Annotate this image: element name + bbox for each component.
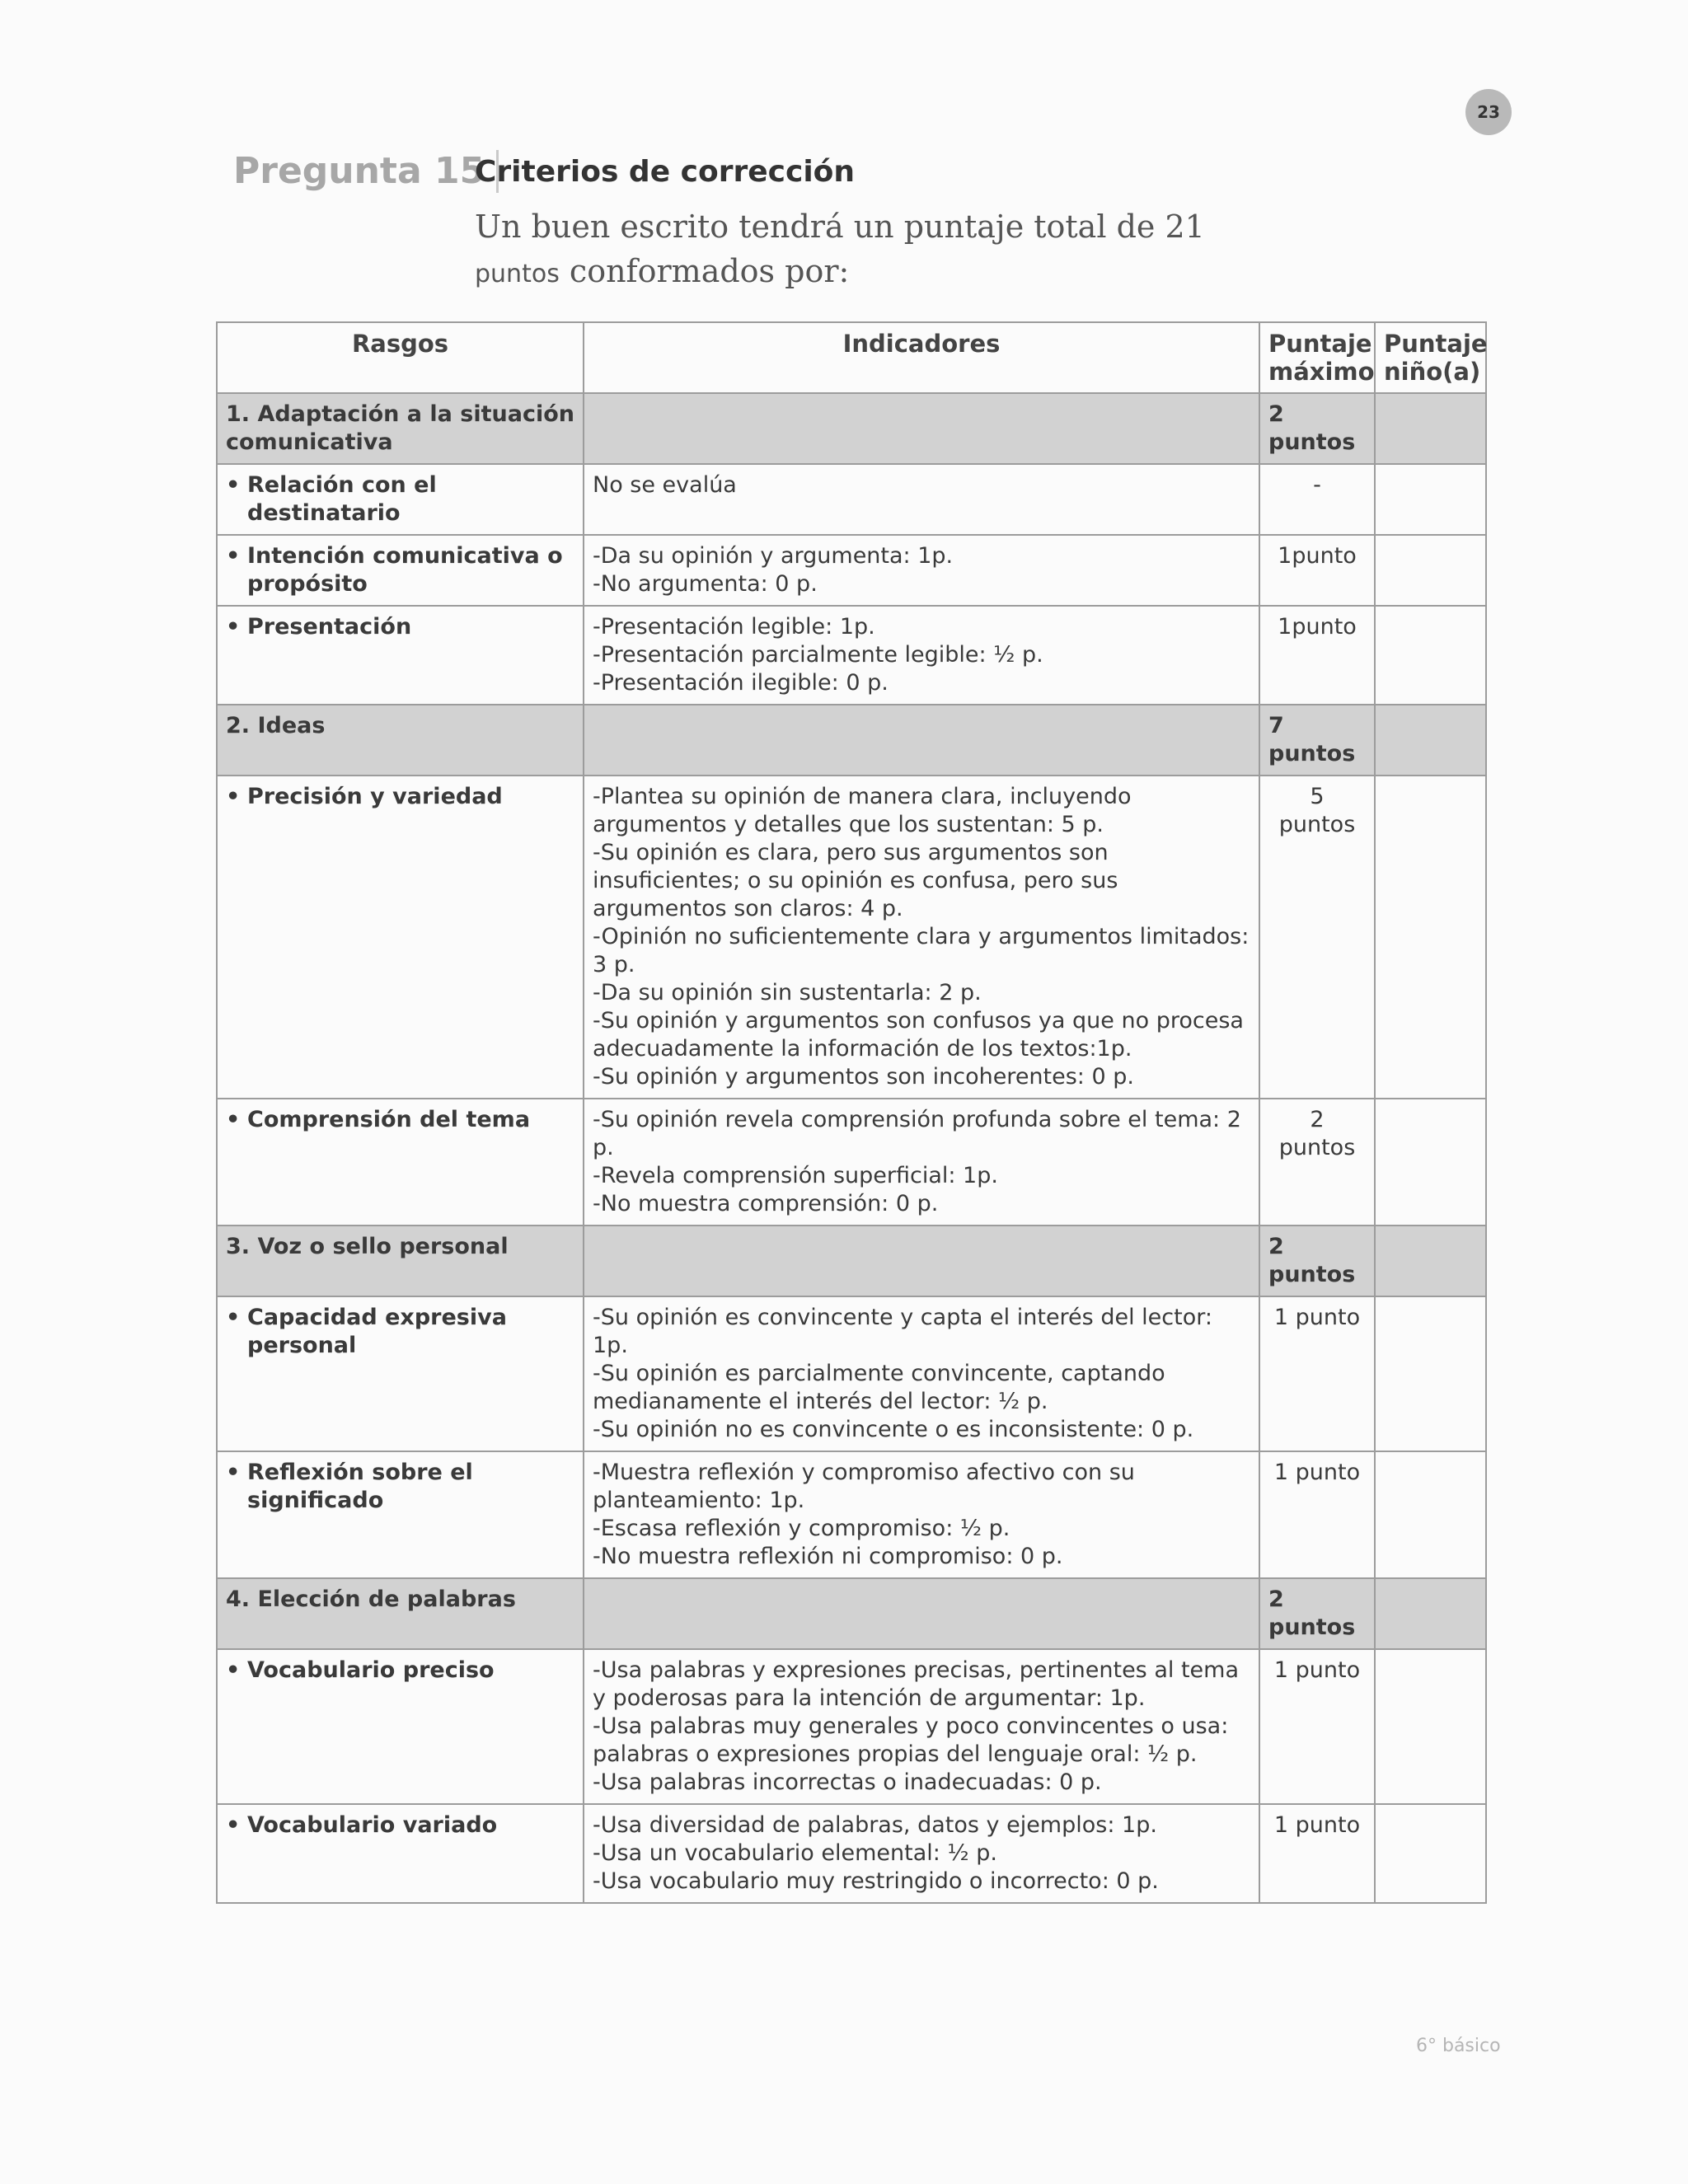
trait bbox=[226, 542, 574, 598]
trait-cell bbox=[217, 1804, 584, 1903]
indicator-line: -Su opinión y argumentos son incoherentes: 0 p. bbox=[593, 1064, 1134, 1090]
bullet: • bbox=[226, 784, 241, 809]
trait-cell bbox=[217, 464, 584, 535]
section-points: 7 puntos bbox=[1259, 705, 1375, 776]
max-score-cell: 1 punto bbox=[1259, 1804, 1375, 1903]
section-child-score-empty bbox=[1375, 1578, 1486, 1649]
bullet: • bbox=[226, 1107, 241, 1132]
trait bbox=[226, 471, 574, 527]
indicator-line: -Usa palabras y expresiones precisas, pertinentes al tema y poderosas para la intención de argumentar: 1p. bbox=[593, 1657, 1240, 1711]
max-score-cell: 1punto bbox=[1259, 535, 1375, 606]
child-score-cell bbox=[1375, 776, 1486, 1099]
header-rasgos: Rasgos bbox=[217, 322, 584, 393]
trait-cell bbox=[217, 776, 584, 1099]
trait-label: Comprensión del tema bbox=[247, 1107, 531, 1132]
section-child-score-empty bbox=[1375, 393, 1486, 464]
child-score-cell bbox=[1375, 535, 1486, 606]
indicator-line: -No muestra reflexión ni compromiso: 0 p. bbox=[593, 1544, 1063, 1569]
indicators-cell bbox=[584, 535, 1259, 606]
footer-grade: 6° básico bbox=[1416, 2036, 1501, 2056]
bullet: • bbox=[226, 472, 241, 498]
indicator-line: -Plantea su opinión de manera clara, incluyendo argumentos y detalles que los sustentan: 5 p. bbox=[593, 784, 1132, 837]
trait-cell bbox=[217, 1451, 584, 1578]
section-row bbox=[217, 1226, 1486, 1296]
trait bbox=[226, 613, 574, 641]
section-points: 2 puntos bbox=[1259, 1578, 1375, 1649]
indicator-line: -Da su opinión y argumenta: 1p. bbox=[593, 543, 954, 569]
max-score-cell: 1 punto bbox=[1259, 1296, 1375, 1451]
trait bbox=[226, 1304, 574, 1360]
intro-line: Un buen escrito tendrá un puntaje total de 21 bbox=[475, 209, 1205, 245]
indicator-line: No se evalúa bbox=[593, 472, 737, 498]
max-score-cell: 1 punto bbox=[1259, 1451, 1375, 1578]
section-row bbox=[217, 1578, 1486, 1649]
indicator-line: -Su opinión es parcialmente convincente, captando medianamente el interés del lector: ½ p. bbox=[593, 1361, 1165, 1414]
section-row bbox=[217, 705, 1486, 776]
trait-cell bbox=[217, 1099, 584, 1226]
indicator-line: -Usa diversidad de palabras, datos y ejemplos: 1p. bbox=[593, 1812, 1157, 1838]
max-score-cell: 1 punto bbox=[1259, 1649, 1375, 1804]
section-title: 4. Elección de palabras bbox=[217, 1578, 584, 1649]
indicator-line: -Usa vocabulario muy restringido o incorrecto: 0 p. bbox=[593, 1868, 1159, 1894]
rubric-table bbox=[216, 321, 1487, 1904]
indicator-line: -Da su opinión sin sustentarla: 2 p. bbox=[593, 980, 982, 1005]
trait bbox=[226, 1459, 574, 1515]
section-points: 2 puntos bbox=[1259, 393, 1375, 464]
section-indicators-empty bbox=[584, 1578, 1259, 1649]
trait-label: Intención comunicativa o propósito bbox=[247, 543, 563, 597]
indicator-line: -Revela comprensión superficial: 1p. bbox=[593, 1163, 998, 1188]
table-row bbox=[217, 1296, 1486, 1451]
bullet: • bbox=[226, 1812, 241, 1838]
indicators-cell bbox=[584, 606, 1259, 705]
indicator-line: -Usa palabras incorrectas o inadecuadas: 0 p. bbox=[593, 1769, 1102, 1795]
indicators-cell bbox=[584, 1099, 1259, 1226]
indicator-line: -Presentación legible: 1p. bbox=[593, 614, 875, 640]
child-score-cell bbox=[1375, 1296, 1486, 1451]
trait-label: Vocabulario preciso bbox=[247, 1657, 495, 1683]
trait bbox=[226, 1657, 574, 1685]
trait-label: Precisión y variedad bbox=[247, 784, 503, 809]
indicator-line: -Su opinión no es convincente o es inconsistente: 0 p. bbox=[593, 1417, 1194, 1442]
trait bbox=[226, 1811, 574, 1840]
indicator-line: -Usa palabras muy generales y poco convincentes o usa: palabras o expresiones propias del lenguaje oral: ½ p. bbox=[593, 1713, 1229, 1767]
bullet: • bbox=[226, 1657, 241, 1683]
indicator-line: -Presentación parcialmente legible: ½ p. bbox=[593, 642, 1043, 668]
indicators-cell bbox=[584, 1451, 1259, 1578]
child-score-cell bbox=[1375, 464, 1486, 535]
indicator-line: -Escasa reflexión y compromiso: ½ p. bbox=[593, 1516, 1010, 1541]
max-score-cell: 2 puntos bbox=[1259, 1099, 1375, 1226]
child-score-cell bbox=[1375, 1804, 1486, 1903]
indicator-line: -Muestra reflexión y compromiso afectivo con su planteamiento: 1p. bbox=[593, 1460, 1135, 1513]
indicator-line: -Su opinión es convincente y capta el interés del lector: 1p. bbox=[593, 1305, 1212, 1358]
table-row bbox=[217, 606, 1486, 705]
trait-cell bbox=[217, 606, 584, 705]
max-score-cell: - bbox=[1259, 464, 1375, 535]
max-score-cell: 1punto bbox=[1259, 606, 1375, 705]
section-child-score-empty bbox=[1375, 1226, 1486, 1296]
section-indicators-empty bbox=[584, 393, 1259, 464]
indicator-line: -Su opinión es clara, pero sus argumentos son insuficientes; o su opinión es confusa, pero sus argumentos son claros: 4 p. bbox=[593, 840, 1118, 921]
trait-cell bbox=[217, 535, 584, 606]
trait bbox=[226, 1106, 574, 1134]
indicators-cell bbox=[584, 1649, 1259, 1804]
intro-text bbox=[475, 204, 1299, 297]
indicator-line: -No muestra comprensión: 0 p. bbox=[593, 1191, 939, 1216]
child-score-cell bbox=[1375, 1099, 1486, 1226]
indicator-line: -Opinión no suficientemente clara y argumentos limitados: 3 p. bbox=[593, 924, 1250, 977]
indicator-line: -Usa un vocabulario elemental: ½ p. bbox=[593, 1840, 997, 1866]
criteria-title: Criterios de corrección bbox=[475, 155, 856, 189]
trait-cell bbox=[217, 1296, 584, 1451]
indicator-line: -Su opinión revela comprensión profunda sobre el tema: 2 p. bbox=[593, 1107, 1241, 1160]
table-row bbox=[217, 464, 1486, 535]
indicators-cell bbox=[584, 1804, 1259, 1903]
intro-unit: puntos bbox=[475, 260, 560, 288]
section-indicators-empty bbox=[584, 705, 1259, 776]
table-row bbox=[217, 1451, 1486, 1578]
header-max: Puntaje máximo bbox=[1259, 322, 1375, 393]
trait-label: Capacidad expresiva personal bbox=[247, 1305, 507, 1358]
bullet: • bbox=[226, 1460, 241, 1485]
header-nino: Puntaje niño(a) bbox=[1375, 322, 1486, 393]
bullet: • bbox=[226, 614, 241, 640]
trait-label: Presentación bbox=[247, 614, 412, 640]
table-row bbox=[217, 1099, 1486, 1226]
section-points: 2 puntos bbox=[1259, 1226, 1375, 1296]
max-score-cell: 5 puntos bbox=[1259, 776, 1375, 1099]
section-row bbox=[217, 393, 1486, 464]
question-label: Pregunta 15 bbox=[233, 150, 499, 193]
indicator-line: -No argumenta: 0 p. bbox=[593, 571, 818, 597]
page-number: 23 bbox=[1465, 89, 1512, 135]
bullet: • bbox=[226, 1305, 241, 1330]
rubric-body bbox=[217, 393, 1486, 1903]
table-row bbox=[217, 535, 1486, 606]
trait-label: Reflexión sobre el significado bbox=[247, 1460, 473, 1513]
section-child-score-empty bbox=[1375, 705, 1486, 776]
child-score-cell bbox=[1375, 1649, 1486, 1804]
indicators-cell bbox=[584, 464, 1259, 535]
section-title: 2. Ideas bbox=[217, 705, 584, 776]
indicator-line: -Presentación ilegible: 0 p. bbox=[593, 670, 889, 696]
table-row bbox=[217, 1804, 1486, 1903]
child-score-cell bbox=[1375, 1451, 1486, 1578]
trait-label: Vocabulario variado bbox=[247, 1812, 498, 1838]
bullet: • bbox=[226, 543, 241, 569]
section-title: 3. Voz o sello personal bbox=[217, 1226, 584, 1296]
indicator-line: -Su opinión y argumentos son confusos ya que no procesa adecuadamente la información de los textos:1p. bbox=[593, 1008, 1244, 1062]
header-indicadores: Indicadores bbox=[584, 322, 1259, 393]
table-header-row bbox=[217, 322, 1486, 393]
trait-cell bbox=[217, 1649, 584, 1804]
intro-line-2: conformados por: bbox=[569, 253, 850, 289]
trait bbox=[226, 783, 574, 811]
child-score-cell bbox=[1375, 606, 1486, 705]
indicators-cell bbox=[584, 1296, 1259, 1451]
trait-label: Relación con el destinatario bbox=[247, 472, 437, 526]
section-title: 1. Adaptación a la situación comunicativa bbox=[217, 393, 584, 464]
table-row bbox=[217, 776, 1486, 1099]
indicators-cell bbox=[584, 776, 1259, 1099]
table-row bbox=[217, 1649, 1486, 1804]
section-indicators-empty bbox=[584, 1226, 1259, 1296]
